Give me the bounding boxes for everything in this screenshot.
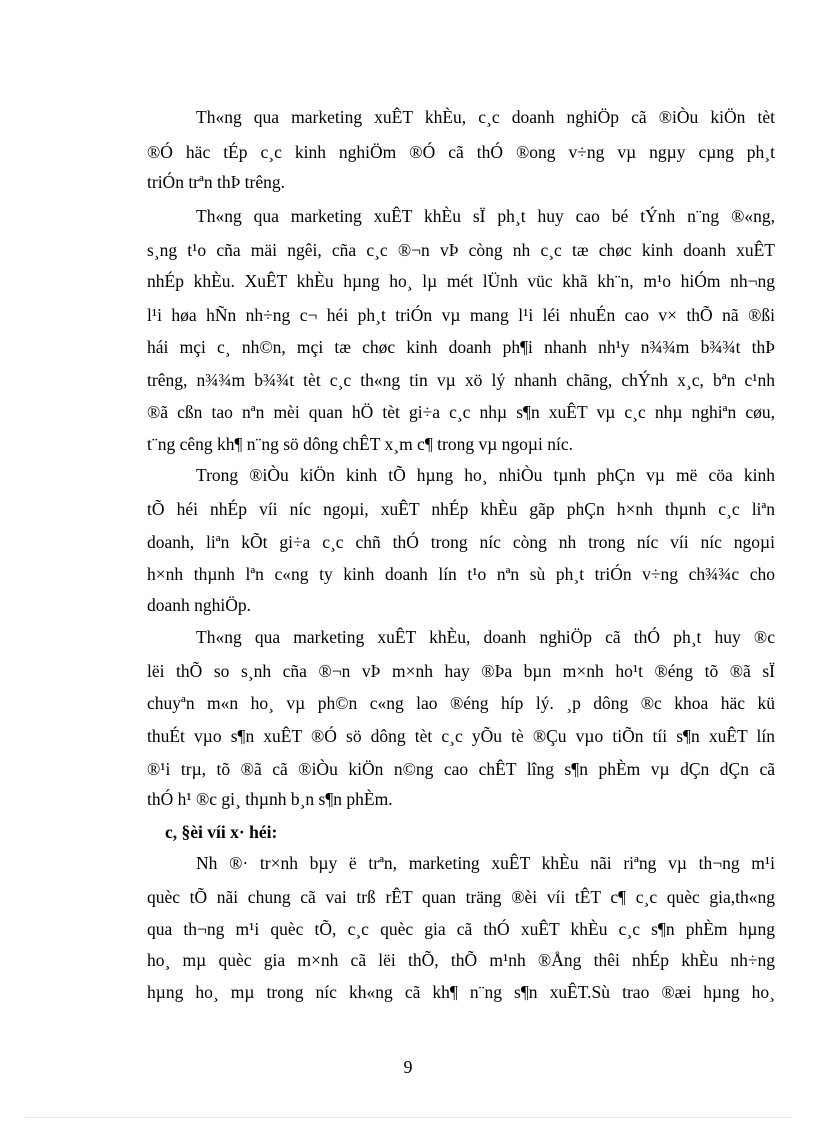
- text-line: h×nh thµnh lªn c«ng ty kinh doanh lín t¹o nªn sù ph¸t triÓn v÷ng ch¾¾c cho: [147, 564, 775, 584]
- text-line: hµng ho¸ mµ trong níc kh«ng cã kh¶ n¨ng s¶n xuÊT.Sù trao ®æi hµng ho¸: [147, 982, 775, 1002]
- text-line: quèc tÕ nãi chung cã vai trß rÊT quan träng ®èi víi tÊT c¶ c¸c quèc gia,th«ng: [147, 887, 775, 907]
- text-line: Nh ®· tr×nh bµy ë trªn, marketing xuÊT khÈu nãi riªng vµ th¬ng m¹i: [196, 853, 775, 873]
- text-line: ho¸ mµ quèc gia m×nh cã lëi thÕ, thÕ m¹nh ®Ång thêi nhÉp khÈu nh÷ng: [147, 950, 775, 970]
- text-line: triÓn trªn thÞ trêng.: [147, 172, 286, 192]
- text-line: Th«ng qua marketing xuÊT khÈu sÏ ph¸t huy cao bé tÝnh n¨ng ®«ng,: [196, 206, 775, 226]
- section-subheading: c, §èi víi x· héi:: [165, 822, 278, 842]
- text-line: doanh, liªn kÕt gi÷a c¸c chñ thÓ trong níc còng nh trong níc víi níc ngoµi: [147, 532, 775, 552]
- text-line: nhÉp khÈu. XuÊT khÈu hµng ho¸ lµ mét lÜnh vüc khã kh¨n, m¹o hiÓm nh¬ng: [147, 271, 775, 291]
- text-line: Th«ng qua marketing xuÊT khÈu, doanh nghiÖp cã thÓ ph¸t huy ®c: [196, 627, 775, 647]
- text-line: l¹i høa hÑn nh÷ng c¬ héi ph¸t triÓn vµ mang l¹i léi nhuÉn cao v× thÕ nã ®ßi: [147, 305, 775, 325]
- text-line: thuÉt vµo s¶n xuÊT ®Ó sö dông tèt c¸c yÕu tè ®Çu vµo tiÕn tíi s¶n xuÊT lín: [147, 726, 775, 746]
- text-line: ®¹i trµ, tõ ®ã cã ®iÒu kiÖn n©ng cao chÊT lîng s¶n phÈm vµ dÇn dÇn cã: [147, 759, 775, 779]
- text-line: qua th¬ng m¹i quèc tÕ, c¸c quèc gia cã thÓ xuÊT khÈu c¸c s¶n phÈm hµng: [147, 919, 775, 939]
- page-number: 9: [403, 1057, 413, 1077]
- text-line: ®Ó häc tÉp c¸c kinh nghiÖm ®Ó cã thÓ ®ong v÷ng vµ ngµy cµng ph¸t: [147, 142, 775, 162]
- text-line: chuyªn m«n ho¸ vµ ph©n c«ng lao ®éng híp lý. ¸p dông ®c khoa häc kü: [147, 693, 775, 713]
- text-line: lëi thÕ so s¸nh cña ®¬n vÞ m×nh hay ®Þa bµn m×nh ho¹t ®éng tõ ®ã sÏ: [147, 661, 775, 681]
- text-line: tÕ héi nhÉp víi níc ngoµi, xuÊT nhÉp khÈu gãp phÇn h×nh thµnh c¸c liªn: [147, 499, 775, 519]
- text-line: trêng, n¾¾m b¾¾t tèt c¸c th«ng tin vµ xö lý nhanh chãng, chÝnh x¸c, bªn c¹nh: [147, 370, 775, 390]
- text-line: thÓ h¹ ®c gi¸ thµnh b¸n s¶n phÈm.: [147, 789, 393, 809]
- text-line: hái mçi c¸ nh©n, mçi tæ chøc kinh doanh ph¶i nhanh nh¹y n¾¾m b¾¾t thÞ: [147, 337, 775, 357]
- text-line: t¨ng cêng kh¶ n¨ng sö dông chÊT x¸m c¶ trong vµ ngoµi níc.: [147, 434, 573, 454]
- text-line: s¸ng t¹o cña mäi ngêi, cña c¸c ®¬n vÞ còng nh c¸c tæ chøc kinh doanh xuÊT: [147, 240, 775, 260]
- text-line: ®ã cßn tao nªn mèi quan hÖ tèt gi÷a c¸c nhµ s¶n xuÊT vµ c¸c nhµ nghiªn cøu,: [147, 402, 775, 422]
- text-line: Trong ®iÒu kiÖn kinh tÕ hµng ho¸ nhiÒu tµnh phÇn vµ më cöa kinh: [196, 465, 775, 485]
- text-line: doanh nghiÖp.: [147, 595, 252, 615]
- text-line: Th«ng qua marketing xuÊT khÈu, c¸c doanh nghiÖp cã ®iÒu kiÖn tèt: [196, 107, 775, 127]
- page-bottom-divider: [24, 1117, 792, 1118]
